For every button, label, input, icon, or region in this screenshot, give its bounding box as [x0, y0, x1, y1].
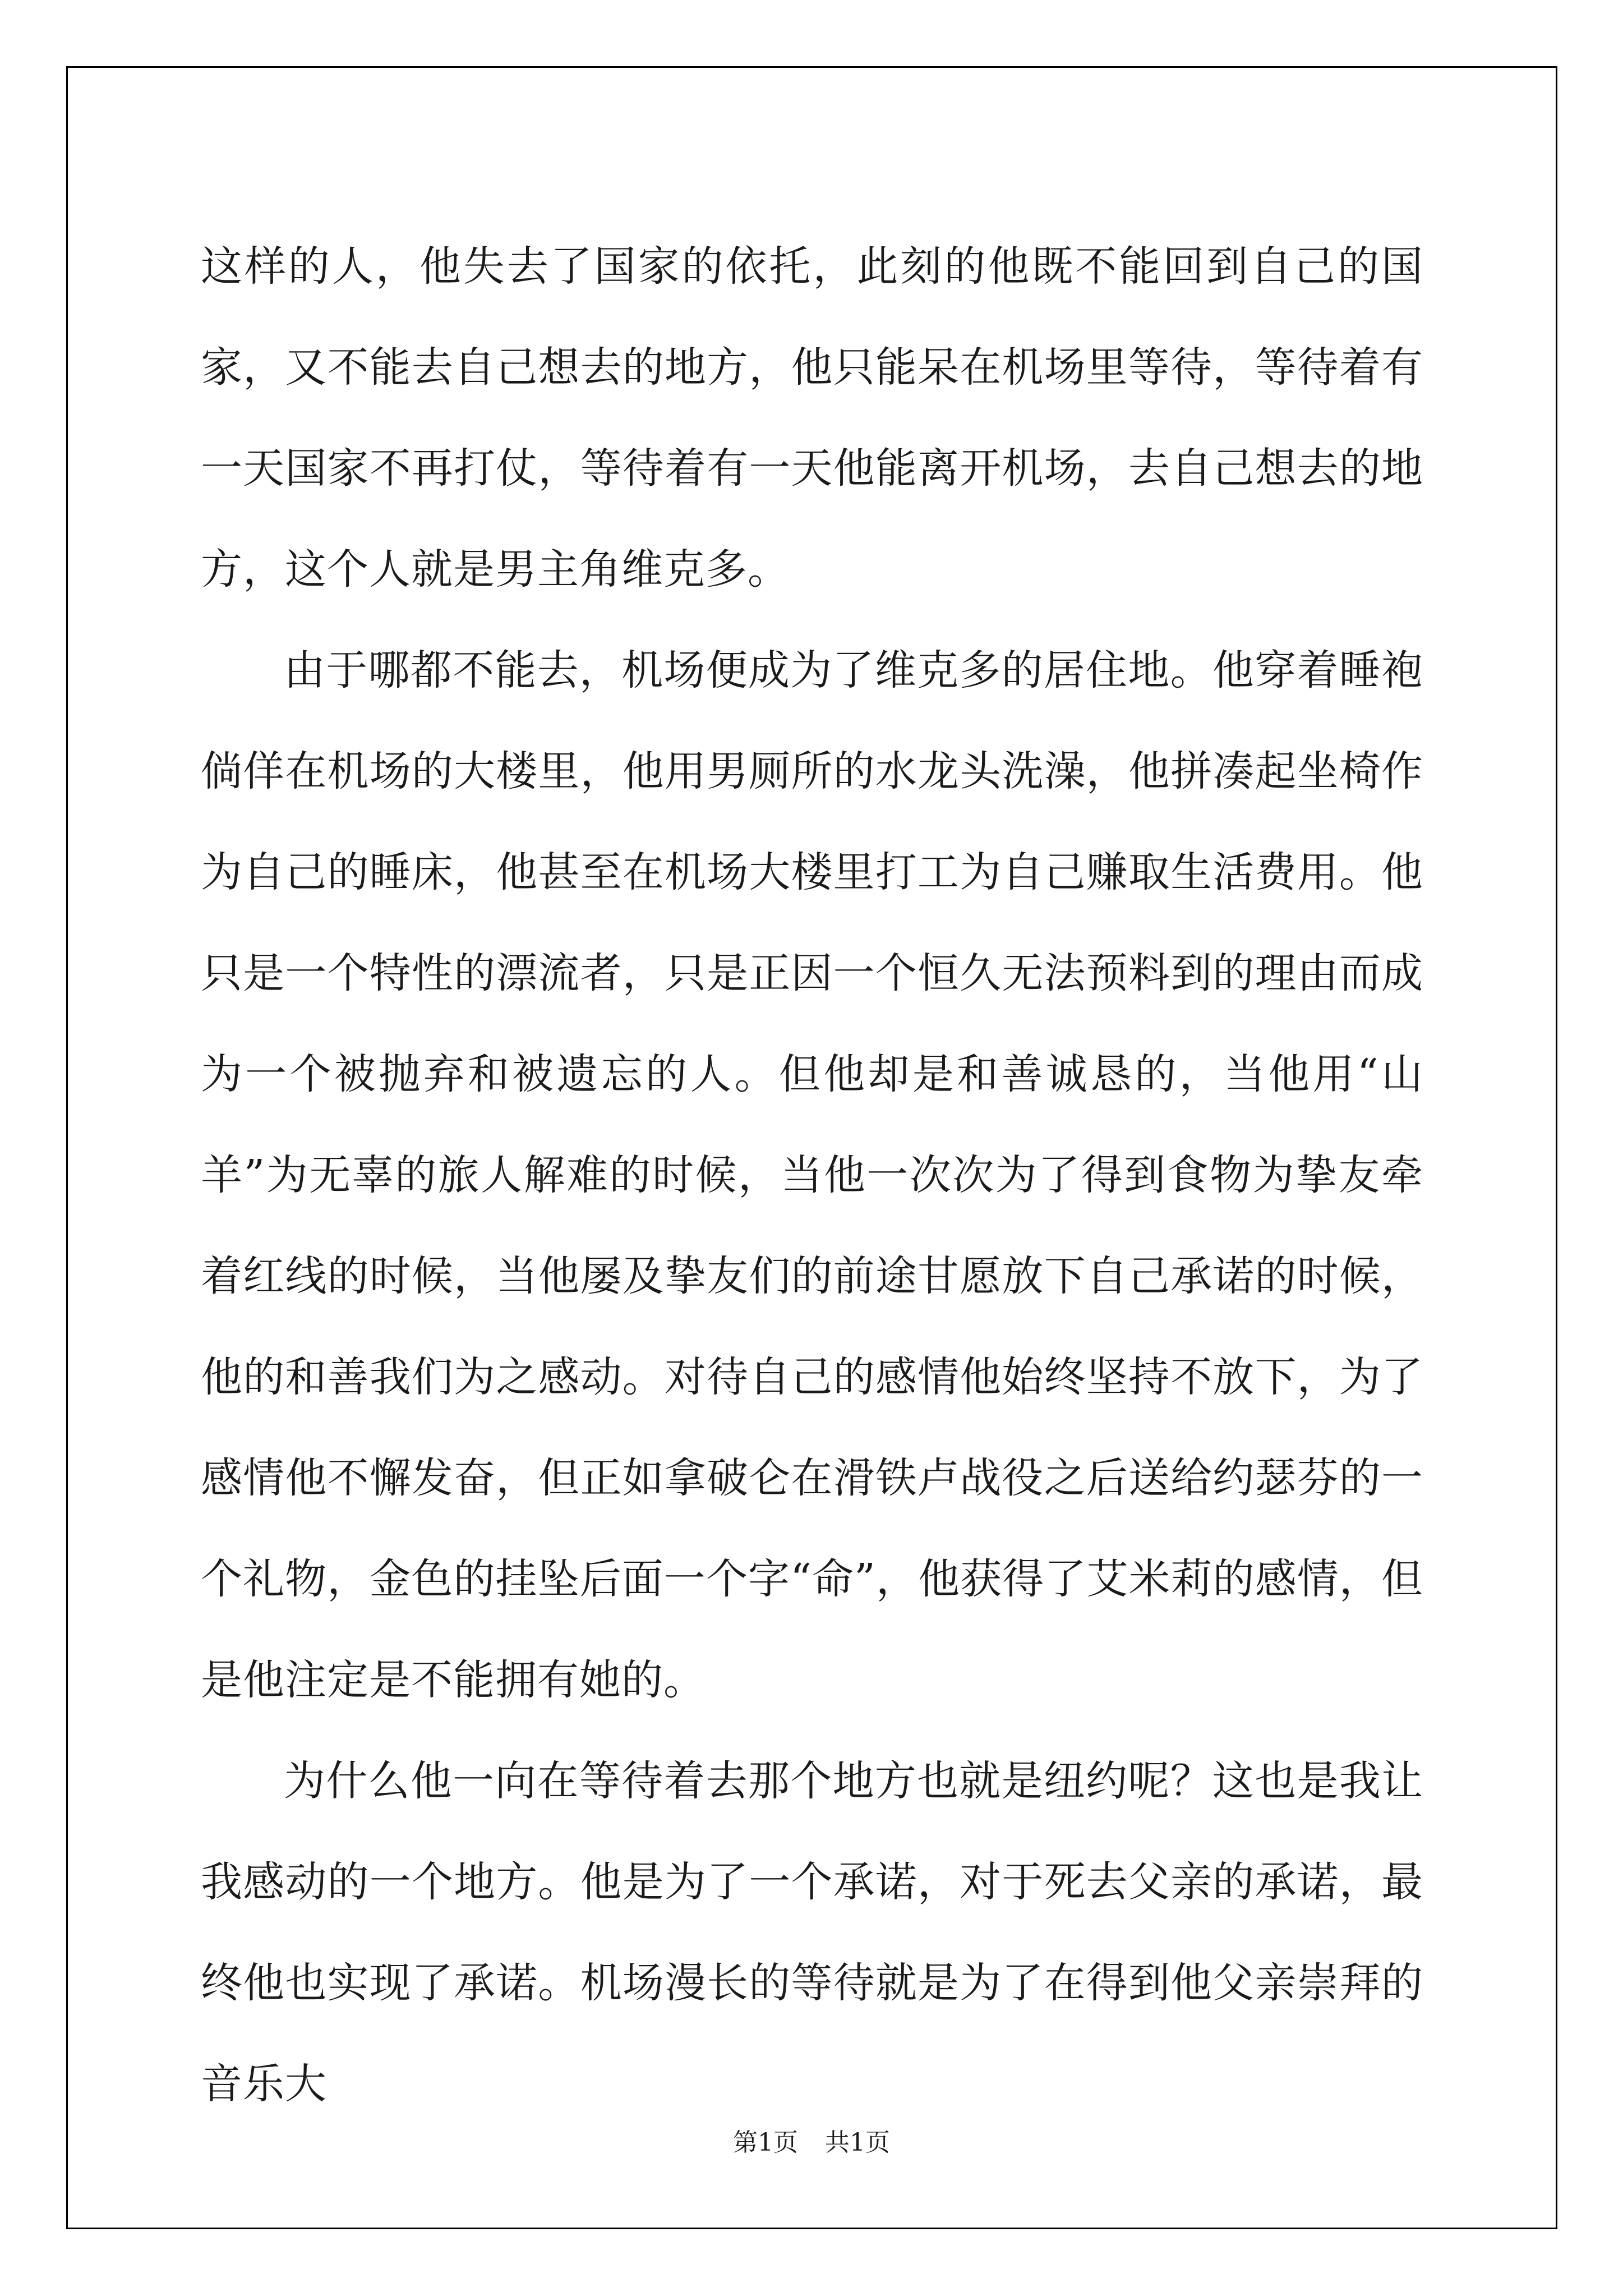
paragraph-3: 为什么他一向在等待着去那个地方也就是纽约呢？这也是我让我感动的一个地方。他是为了一个承诺，对于死去父亲的承诺，最终他也实现了承诺。机场漫长的等待就是为了在得到他父亲崇拜的音乐大 — [201, 1757, 1423, 2108]
page-number: 第1页 — [733, 2128, 798, 2157]
paragraph-2: 由于哪都不能去，机场便成为了维克多的居住地。他穿着睡袍倘佯在机场的大楼里，他用男厕所的水龙头洗澡，他拼凑起坐椅作为自己的睡床，他甚至在机场大楼里打工为自己赚取生活费用。他只是一个特性的漂流者，只是正因一个恒久无法预料到的理由而成为一个被抛弃和被遗忘的人。但他却是和善诚恳的，当他用“山羊”为无辜的旅人解难的时候，当他一次次为了得到食物为挚友牵着红线的时候，当他屡及挚友们的前途甘愿放下自己承诺的时候，他的和善我们为之感动。对待自己的感情他始终坚持不放下，为了感情他不懈发奋，但正如拿破仑在滑铁卢战役之后送给约瑟芬的一个礼物，金色的挂坠后面一个字“命”，他获得了艾米莉的感情，但是他注定是不能拥有她的。 — [201, 646, 1423, 1704]
paragraph-1: 这样的人，他失去了国家的依托，此刻的他既不能回到自己的国家，又不能去自己想去的地方，他只能呆在机场里等待，等待着有一天国家不再打仗，等待着有一天他能离开机场，去自己想去的地方，这个人就是男主角维克多。 — [201, 242, 1423, 593]
document-body — [201, 216, 1423, 2134]
page-footer — [0, 2126, 1623, 2160]
page-total: 共1页 — [825, 2128, 890, 2157]
